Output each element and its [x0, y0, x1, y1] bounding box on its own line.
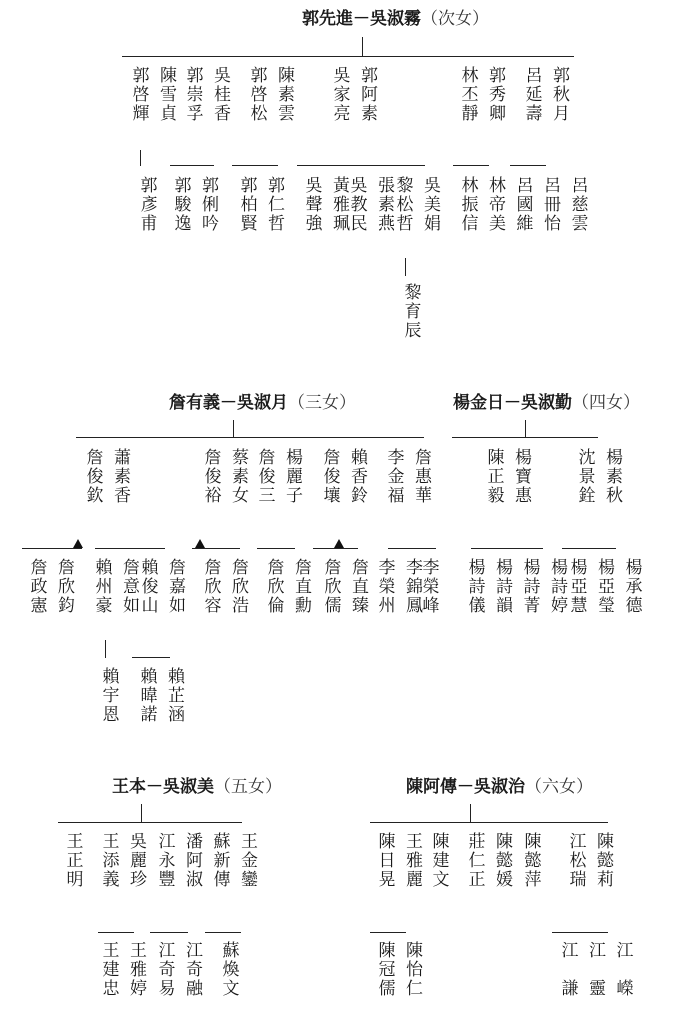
connector-line	[370, 822, 608, 823]
daughter-order-note: （三女）	[288, 393, 356, 413]
connector-line	[170, 165, 214, 166]
connector-line	[150, 932, 188, 933]
connector-line	[525, 420, 526, 438]
child-name-group: 郭秋月 呂延壽	[521, 66, 569, 123]
couple-names: 詹有義－吳淑月	[169, 393, 288, 413]
connector-line	[233, 420, 234, 438]
connector-line	[140, 150, 141, 166]
great-grandchild-name-group: 賴芷涵 賴暐諾	[136, 667, 184, 724]
great-grandchild-name-group: 賴宇恩	[98, 667, 119, 724]
grandchild-name-group: 詹意如 賴州豪	[91, 558, 139, 615]
daughter-order-note: （四女）	[572, 393, 640, 413]
grandchild-name-group: 楊詩婷 楊詩菁 楊詩韻 楊詩儀	[464, 558, 567, 615]
connector-line	[562, 548, 616, 549]
child-name-group: 楊麗子 詹俊三	[254, 448, 302, 505]
connector-line	[471, 548, 543, 549]
child-name-group: 吳麗珍 王添義	[98, 832, 146, 889]
grandchild-name-group: 江奇融 江奇易	[154, 941, 202, 998]
child-name-group: 陳懿莉 江松瑞	[565, 832, 613, 889]
connector-line	[453, 165, 489, 166]
child-name-group: 詹惠華 李金福	[383, 448, 431, 505]
connector-line	[297, 165, 425, 166]
connector-line	[22, 548, 82, 549]
grandchild-name-group: 蘇煥文	[218, 941, 239, 998]
couple-names: 陳阿傳－吳淑治	[406, 777, 525, 797]
connector-line	[205, 932, 241, 933]
grandchild-name-group: 郭俐吟 郭駿逸	[170, 176, 218, 233]
couple-heading	[112, 777, 282, 797]
child-name-group: 王雅麗 陳日晃	[374, 832, 422, 889]
child-name-group: 王正明	[62, 832, 83, 889]
couple-names: 楊金日－吳淑勤	[453, 393, 572, 413]
grandchild-name-group: 陳怡仁 陳冠儒	[374, 941, 422, 998]
daughter-order-note: （五女）	[214, 777, 282, 797]
couple-heading	[169, 393, 356, 413]
connector-line	[76, 437, 424, 438]
grandchild-name-group: 郭彥甫	[136, 176, 157, 233]
child-name-group: 陳懿萍	[520, 832, 541, 889]
grandchild-name-group: 詹直勳 詹欣倫	[263, 558, 311, 615]
child-name-group: 陳懿媛 莊仁正	[464, 832, 512, 889]
connector-line	[232, 165, 278, 166]
grandchild-name-group: 詹嘉如 賴俊山	[137, 558, 185, 615]
grandchild-name-group: 黃雅珮 吳聲強	[301, 176, 349, 233]
grandchild-name-group: 呂慈雲 呂冊怡 呂國維	[512, 176, 588, 233]
couple-heading	[406, 777, 593, 797]
grandchild-name-group: 李錦鳳 李榮州	[374, 558, 422, 615]
child-name-group: 蔡素女 詹俊裕	[200, 448, 248, 505]
marker-triangle-icon	[195, 539, 205, 548]
connector-line	[405, 258, 406, 276]
connector-line	[313, 548, 358, 549]
connector-line	[105, 640, 106, 658]
child-name-group: 陳素雲 郭啓松	[246, 66, 294, 123]
connector-line	[362, 37, 363, 57]
child-name-group: 楊素秋 沈景銓	[574, 448, 622, 505]
connector-line	[370, 932, 406, 933]
marker-triangle-icon	[334, 539, 344, 548]
connector-line	[552, 932, 608, 933]
child-name-group: 王金鑾 蘇新傳	[209, 832, 257, 889]
child-name-group: 楊寶惠 陳正毅	[483, 448, 531, 505]
grandchild-name-group: 郭仁哲 郭柏賢	[236, 176, 284, 233]
connector-line	[257, 548, 295, 549]
connector-line	[122, 56, 574, 57]
couple-names: 郭先進－吳淑霧	[302, 9, 421, 29]
child-name-group: 郭秀卿 林丕靜	[457, 66, 505, 123]
connector-line	[470, 804, 471, 822]
connector-line	[192, 548, 240, 549]
child-name-group: 吳桂香 郭崇孚	[182, 66, 230, 123]
connector-line	[132, 657, 170, 658]
grandchild-name-group: 張素燕 吳教民	[346, 176, 394, 233]
couple-heading	[453, 393, 640, 413]
connector-line	[510, 165, 546, 166]
child-name-group: 潘阿淑 江永豐	[154, 832, 202, 889]
marker-triangle-icon	[73, 539, 83, 548]
grandchild-name-group: 王雅婷 王建忠	[98, 941, 146, 998]
grandchild-name-group: 詹欣鈞 詹政憲	[26, 558, 74, 615]
connector-line	[141, 804, 142, 822]
child-name-group: 陳建文	[428, 832, 449, 889]
child-name-group: 陳雪貞 郭啓輝	[128, 66, 176, 123]
grandchild-name-group: 李榮峰	[418, 558, 439, 615]
connector-line	[95, 548, 165, 549]
connector-line	[452, 437, 598, 438]
connector-line	[98, 932, 134, 933]
grandchild-name-group: 詹直臻 詹欣儒	[320, 558, 368, 615]
grandchild-name-group: 林帝美 林振信	[457, 176, 505, 233]
grandchild-name-group: 吳美娟 黎松哲	[392, 176, 440, 233]
grandchild-name-group: 江 嶸 江 靈 江 謙	[557, 941, 633, 998]
couple-heading	[302, 9, 489, 29]
connector-line	[58, 822, 242, 823]
grandchild-name-group: 楊承德 楊亞瑩 楊亞慧	[566, 558, 642, 615]
grandchild-name-group: 詹欣浩 詹欣容	[200, 558, 248, 615]
child-name-group: 賴香鈴 詹俊壤	[319, 448, 367, 505]
connector-line	[388, 548, 436, 549]
daughter-order-note: （六女）	[525, 777, 593, 797]
child-name-group: 郭阿素 吳家亮	[329, 66, 377, 123]
child-name-group: 蕭素香 詹俊欽	[82, 448, 130, 505]
great-grandchild-name-group: 黎育辰	[400, 283, 421, 340]
couple-names: 王本－吳淑美	[112, 777, 214, 797]
daughter-order-note: （次女）	[421, 9, 489, 29]
